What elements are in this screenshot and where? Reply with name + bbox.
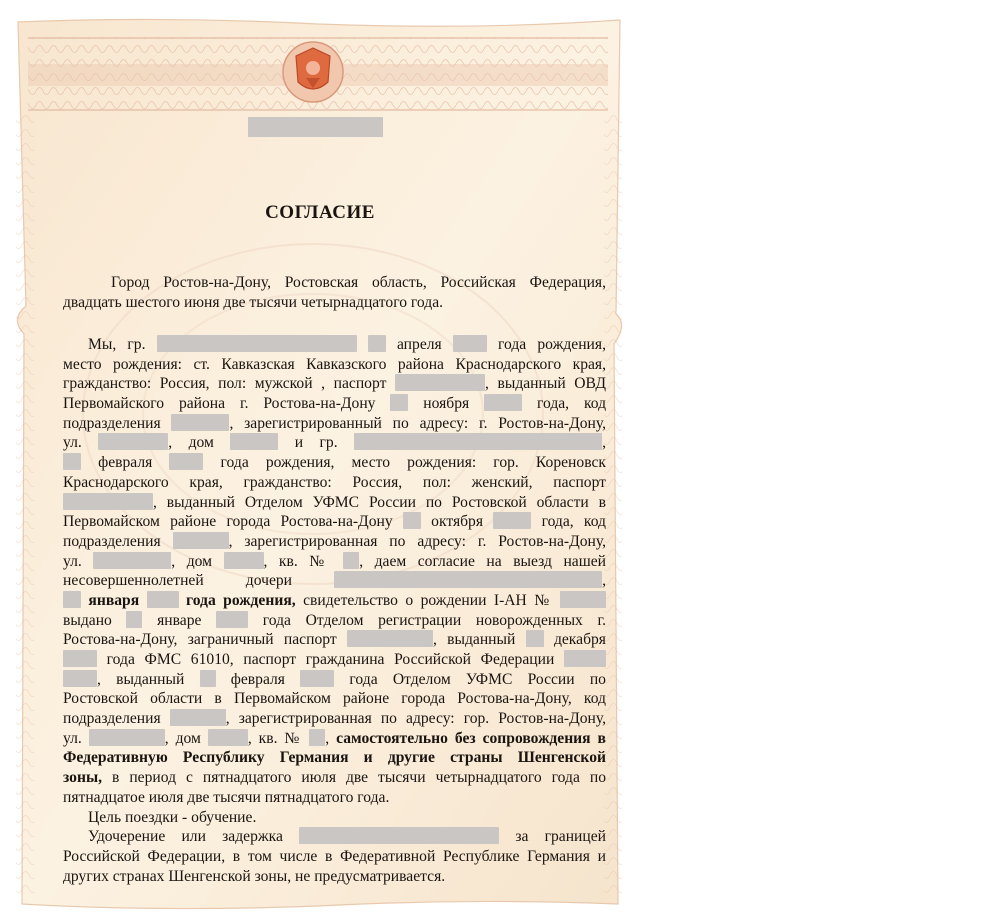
body-line: Ростовской области в Первомайском районе города Ростова-на-Дону, код [63,690,606,708]
body-line: Первомайского района г. Ростова-на-Дону ноября года, код [63,395,607,413]
body-line: Краснодарского края, гражданство: Россия, пол: женский, паспорт [63,473,606,491]
body-line: пятнадцатое июля две тысячи пятнадцатого года. [63,788,390,806]
body-line: Российской Федерации, в том числе в Федеративной Республике Германия и [63,847,606,865]
body-line: Федеративную Республику Германия и другие страны Шенгенской [63,749,606,767]
body-line: гражданство: Россия, пол: мужской , паспорт , выданный ОВД [63,375,606,393]
body-line: подразделения , зарегистрированный по адресу: г. Ростов-на-Дону, [63,414,606,432]
consent-body [63,335,606,886]
place-line: Город Ростов-на-Дону, Ростовская область, Российская Федерация, [111,274,606,291]
body-line: несовершеннолетней дочери , [63,572,606,590]
body-line: Цель поездки - обучение. [88,808,257,826]
body-line: , выданный февраля года Отделом УФМС России по [63,670,606,690]
body-line: место рождения: ст. Кавказская Кавказского района Краснодарского края, [63,355,606,373]
body-line: выдано январе года Отделом регистрации новорожденных г. [63,611,607,629]
redacted-header-field [248,117,383,137]
date-line: двадцать шестого июня две тысячи четырнадцатого года. [63,293,444,311]
body-line: года ФМС 61010, паспорт гражданина Российской Федерации [63,650,606,670]
body-line: Первомайском районе города Ростова-на-Дону октября года, код [63,513,606,531]
body-line: Мы, гр. апреля года рождения, [88,336,606,353]
body-line: ул. , дом , кв. № , самостоятельно без сопровождения в [63,729,606,747]
document-title: СОГЛАСИЕ [265,202,375,223]
body-line: ул. , дом и гр. , [63,434,606,452]
body-line: подразделения , зарегистрированная по адресу: гор. Ростов-на-Дону, [63,710,606,728]
body-line: других странах Шенгенской зоны, не предусматривается. [63,867,446,885]
body-line: Удочерение или задержка за границей [88,828,607,846]
body-line: , выданный Отделом УФМС России по Ростовской области в [63,493,606,513]
body-line: февраля года рождения, место рождения: гор. Кореновск [63,453,606,473]
body-line: зоны, в период с пятнадцатого июля две тысячи четырнадцатого года по [63,769,606,787]
body-line: ул. , дом , кв. № , даем согласие на выезд нашей [63,552,606,570]
body-line: подразделения , зарегистрированная по адресу: г. Ростов-на-Дону, [63,532,606,550]
place-date-block [63,273,606,312]
body-line: января года рождения, свидетельство о рождении I-АН № [63,591,606,611]
body-line: Ростова-на-Дону, заграничный паспорт , выданный декабря [63,631,606,649]
emblem-icon [278,34,348,114]
